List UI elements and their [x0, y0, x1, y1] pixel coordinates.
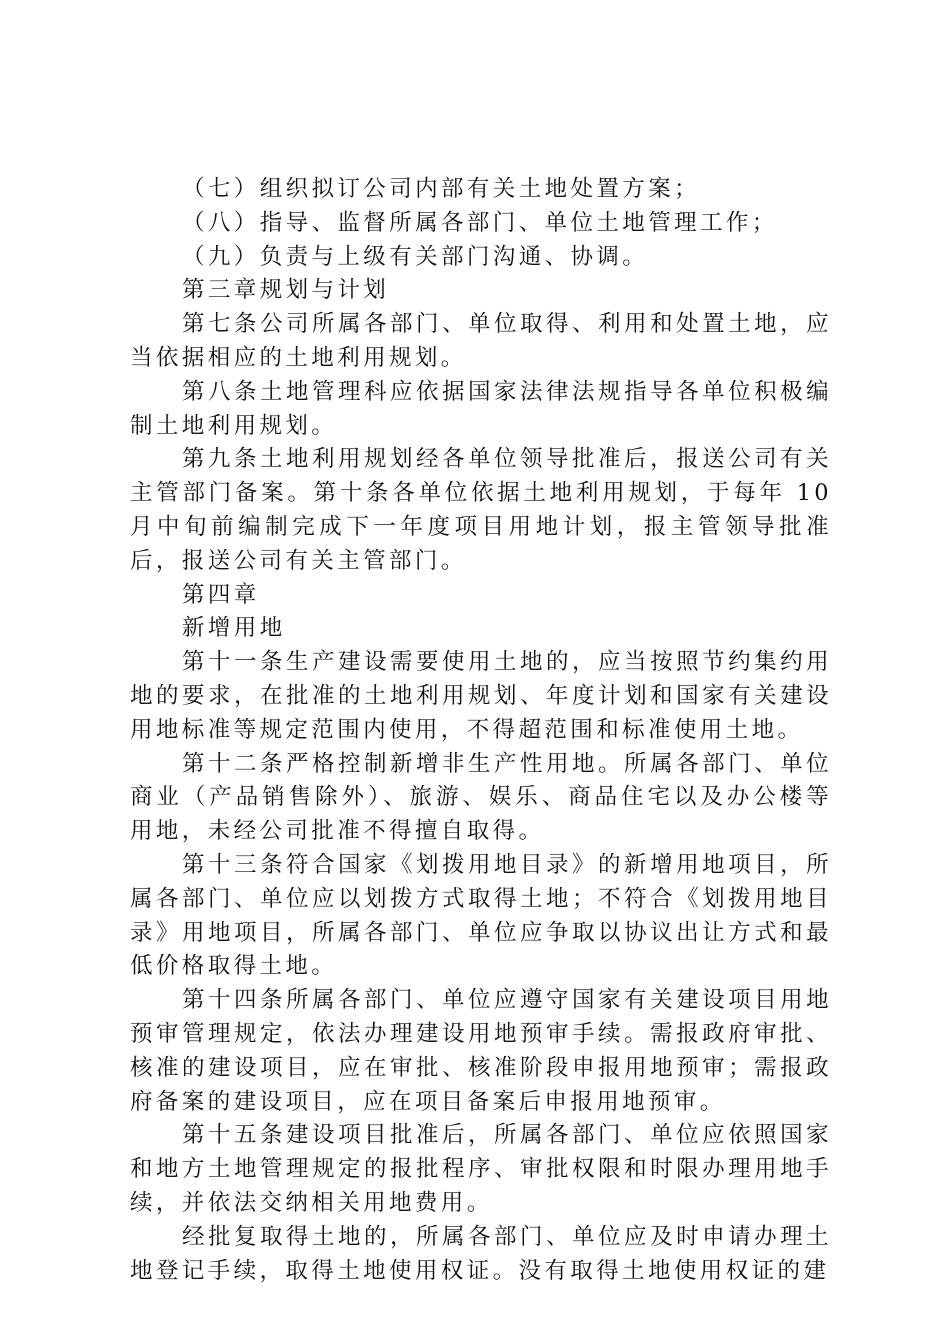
article-fifteen: 第十五条建设项目批准后，所属各部门、单位应依照国家和地方土地管理规定的报批程序、审批权限和时限办理用地手续，并依法交纳相关用地费用。 [130, 1122, 832, 1216]
article-fourteen: 第十四条所属各部门、单位应遵守国家有关建设项目用地预审管理规定，依法办理建设用地预审手续。需报政府审批、核准的建设项目，应在审批、核准阶段申报用地预审；需报政府备案的建设项目，应在项目备案后申报用地预审。 [130, 987, 832, 1115]
article-eight: 第八条土地管理科应依据国家法律法规指导各单位积极编制土地利用规划。 [130, 378, 832, 439]
article-twelve: 第十二条严格控制新增非生产性用地。所属各部门、单位商业（产品销售除外）、旅游、娱乐、商品住宅以及办公楼等用地，未经公司批准不得擅自取得。 [130, 750, 832, 845]
list-item-seven: （七）组织拟订公司内部有关土地处置方案； [182, 176, 701, 202]
list-item-nine: （九）负责与上级有关部门沟通、协调。 [182, 243, 649, 270]
article-thirteen: 第十三条符合国家《划拨用地目录》的新增用地项目，所属各部门、单位应以划拨方式取得土地；不符合《划拨用地目录》用地项目，所属各部门、单位应争取以协议出让方式和最低价格取得土地。 [130, 851, 832, 980]
document-body [130, 173, 832, 1288]
article-nine-ten: 第九条土地利用规划经各单位领导批准后，报送公司有关主管部门备案。第十条各单位依据土地利用规划，于每年 10 月中旬前编制完成下一年度项目用地计划，报主管领导批准后，报送公司有关主管部门。 [130, 446, 832, 574]
list-item-eight: （八）指导、监督所属各部门、单位土地管理工作； [182, 209, 778, 236]
chapter-four-title: 新增用地 [182, 615, 286, 642]
land-registration-paragraph: 经批复取得土地的，所属各部门、单位应及时申请办理土地登记手续，取得土地使用权证。没有取得土地使用权证的建 [130, 1223, 832, 1284]
article-seven: 第七条公司所属各部门、单位取得、利用和处置土地，应当依据相应的土地利用规划。 [130, 311, 832, 371]
chapter-four-heading: 第四章 [182, 581, 260, 608]
article-eleven: 第十一条生产建设需要使用土地的，应当按照节约集约用地的要求，在批准的土地利用规划、年度计划和国家有关建设用地标准等规定范围内使用，不得超范围和标准使用土地。 [130, 649, 832, 743]
chapter-three-heading: 第三章规划与计划 [182, 277, 390, 304]
